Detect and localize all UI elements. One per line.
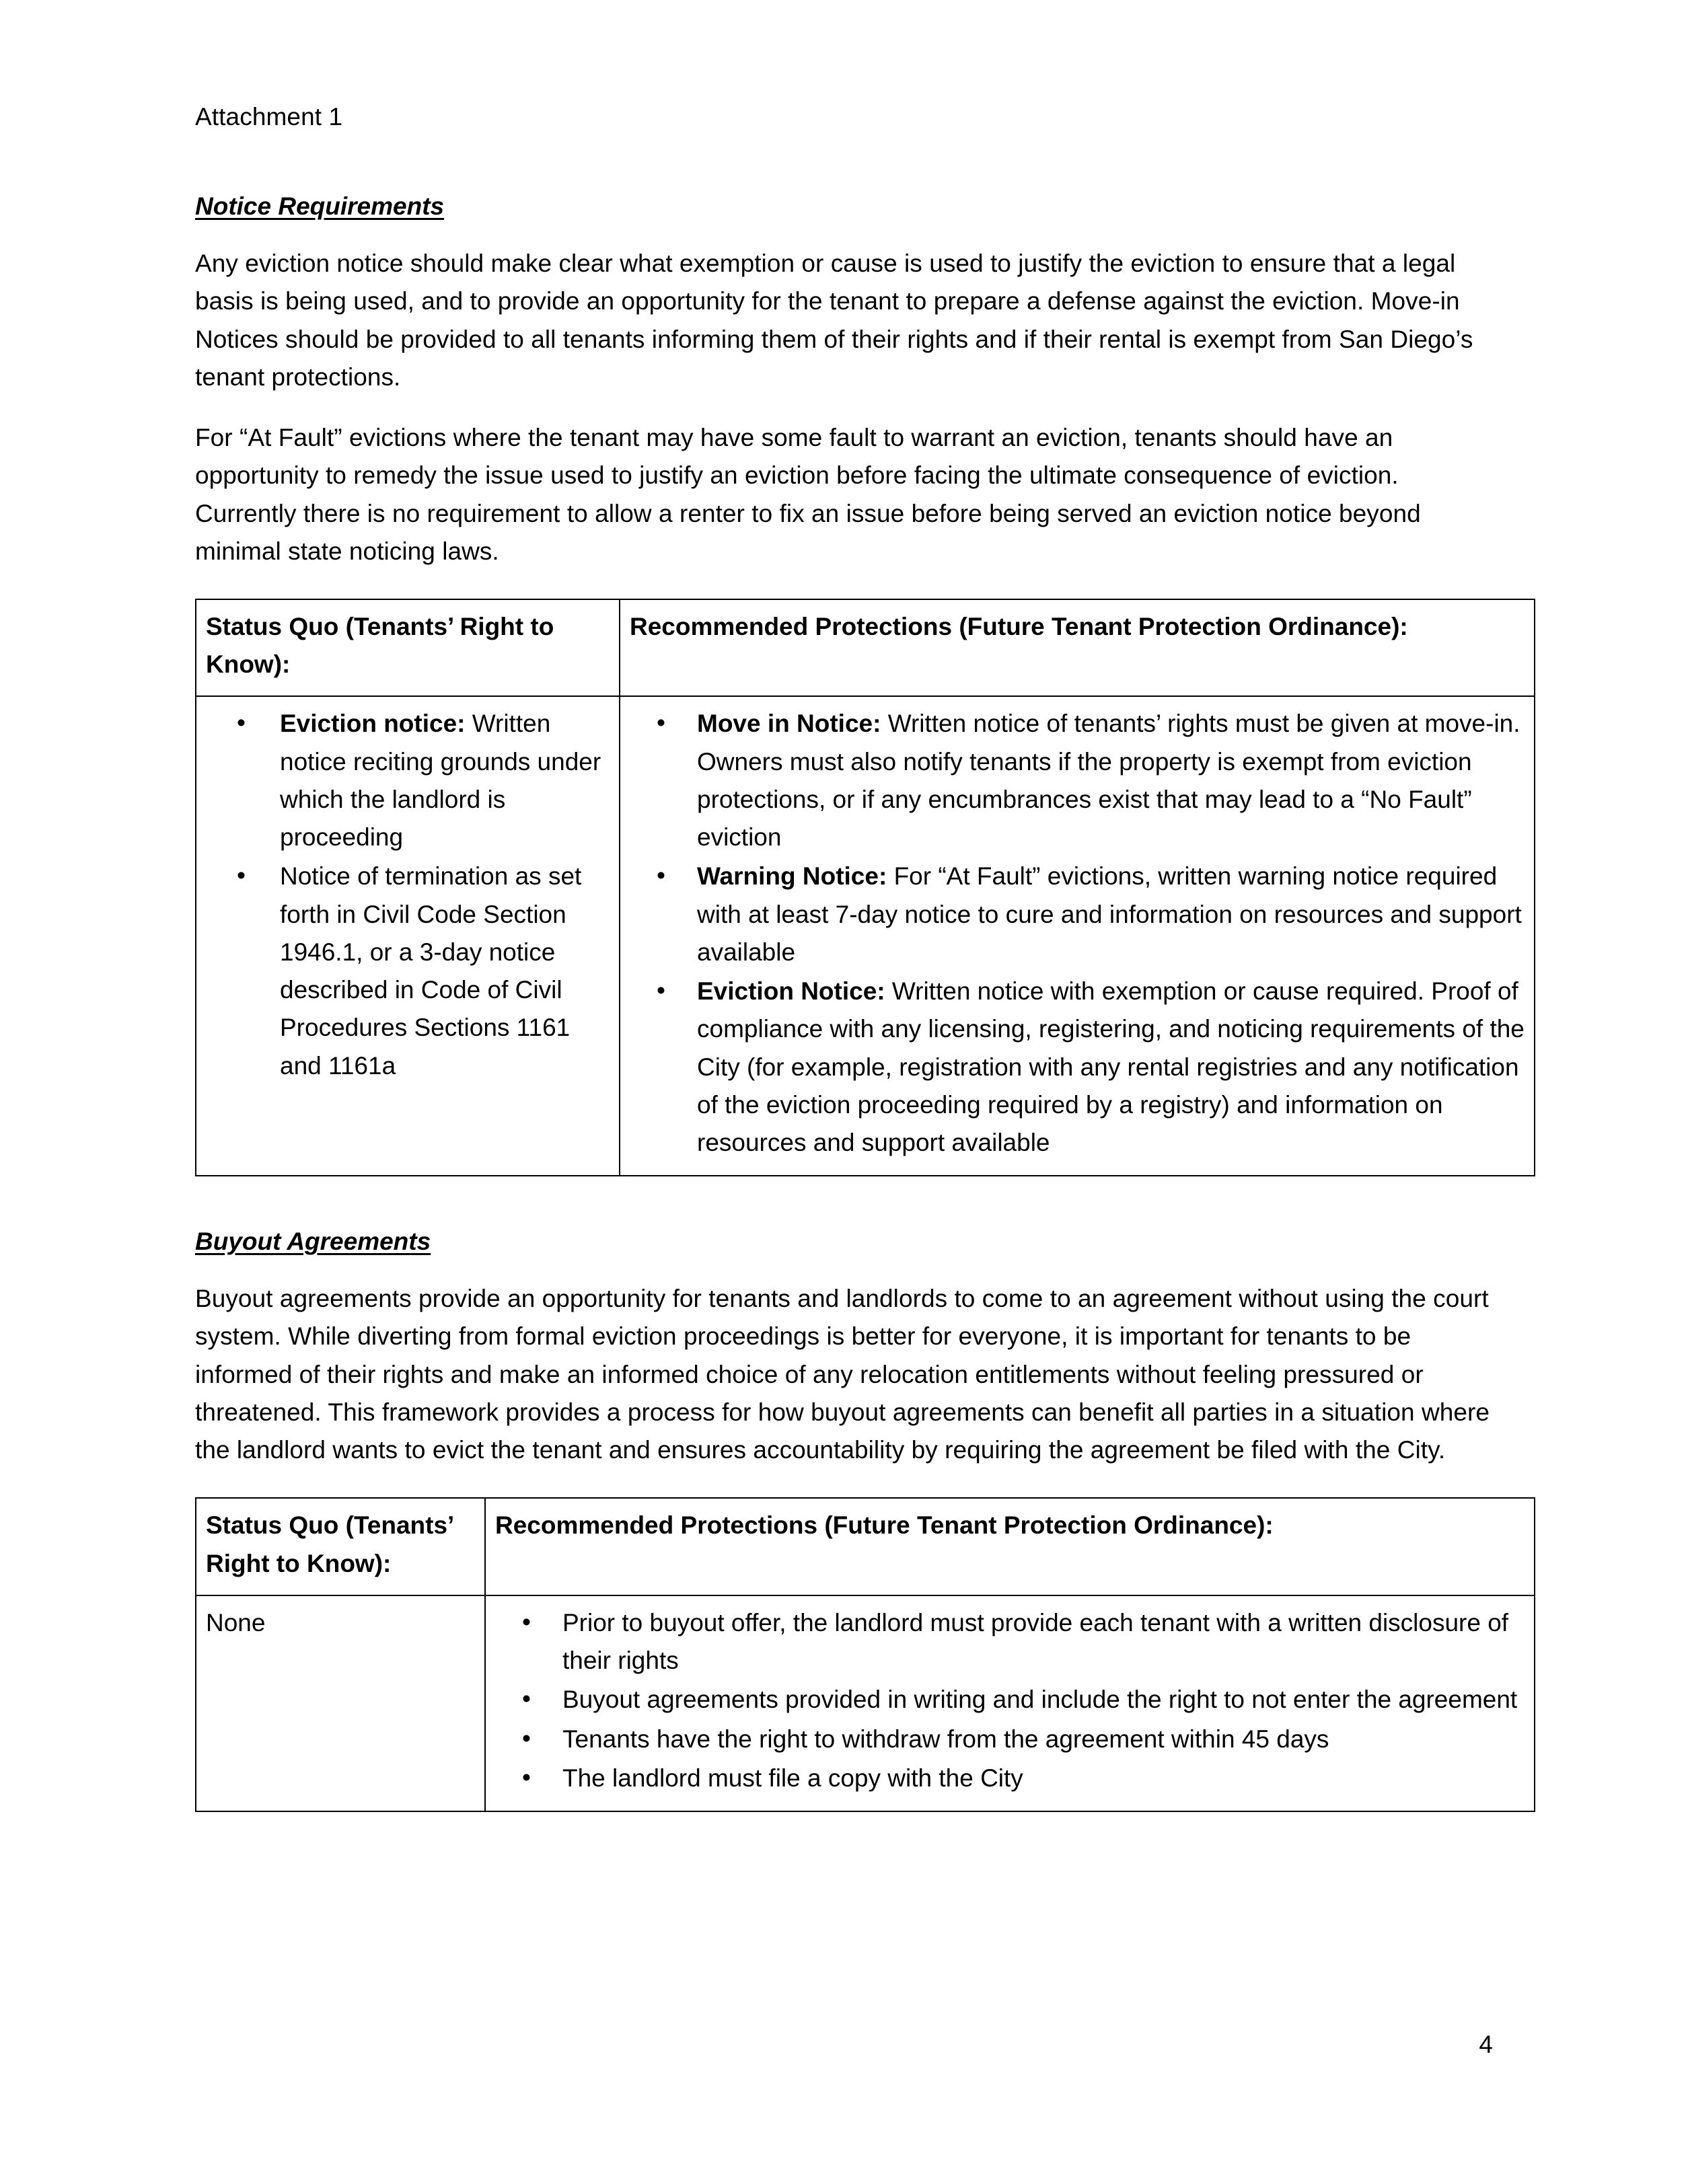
- table-row: [196, 1595, 1535, 1811]
- list-item-text: Notice of termination as set forth in Civil Code Section 1946.1, or a 3-day notice described in Code of Civil Procedures Sections 1161 and 1161a: [280, 862, 582, 1080]
- list-item: [495, 1760, 1525, 1797]
- list-item: [630, 705, 1525, 856]
- list-item-text: Written notice with exemption or cause required. Proof of compliance with any licensing, registering, and noticing requirements of the City (for example, registration with any rental registries and any notification of the eviction proceeding required by a registry) and information on resources and support available: [697, 977, 1525, 1157]
- paragraph-buyout-1: Buyout agreements provide an opportunity for tenants and landlords to come to an agreement without using the court system. While diverting from formal eviction proceedings is better for everyone, it is important for tenants to be informed of their rights and make an informed choice of any relocation entitlements without feeling pressured or threatened. This framework provides a process for how buyout agreements can benefit all parties in a situation where the landlord wants to evict the tenant and ensures accountability by requiring the agreement be filed with the City.: [195, 1285, 1490, 1464]
- table-notice-cell-status-quo: [196, 696, 620, 1176]
- list-item: [495, 1604, 1525, 1680]
- list-item: [630, 973, 1525, 1162]
- list-item: [495, 1681, 1525, 1719]
- table-buyout-cell-recommended: [485, 1595, 1535, 1811]
- table-row-header: [196, 599, 1535, 696]
- list-item-text: Prior to buyout offer, the landlord must provide each tenant with a written disclosure of their rights: [562, 1608, 1509, 1675]
- list-item: [630, 858, 1525, 971]
- list-item: [206, 858, 610, 1084]
- list-item-label: Warning Notice:: [697, 862, 887, 891]
- table-notice-header-col2: Recommended Protections (Future Tenant Protection Ordinance):: [620, 599, 1535, 696]
- section-notice-requirements: [195, 192, 1493, 221]
- paragraph-notice-2: For “At Fault” evictions where the tenant may have some fault to warrant an eviction, tenants should have an opportunity to remedy the issue used to justify an eviction before facing the ultimate consequence of eviction. Currently there is no requirement to allow a renter to fix an issue before being served an eviction notice beyond minimal state noticing laws.: [195, 424, 1421, 565]
- section-spacer: [195, 1176, 1493, 1228]
- table-notice-requirements: [195, 599, 1535, 1176]
- table-buyout-cell-status-quo: None: [196, 1595, 485, 1811]
- section-heading-notice-requirements: Notice Requirements: [195, 192, 445, 221]
- section-heading-buyout-agreements: Buyout Agreements: [195, 1228, 431, 1256]
- list-item-text: Written notice reciting grounds under which the landlord is proceeding: [280, 710, 601, 852]
- list-item-label: Eviction notice:: [280, 710, 466, 738]
- list-item-text: Tenants have the right to withdraw from the agreement within 45 days: [562, 1725, 1329, 1753]
- list-item-label: Move in Notice:: [697, 710, 881, 738]
- attachment-label: Attachment 1: [195, 103, 343, 130]
- table-buyout-header-col1: Status Quo (Tenants’ Right to Know):: [196, 1498, 485, 1595]
- list-item-label: Eviction Notice:: [697, 977, 885, 1006]
- list-item-text: For “At Fault” evictions, written warning notice required with at least 7-day notice to cure and information on resources and support available: [697, 862, 1522, 966]
- table-row: [196, 696, 1535, 1176]
- table-notice-header-col1: Status Quo (Tenants’ Right to Know):: [196, 599, 620, 696]
- buyout-bullet-list: [495, 1604, 1525, 1797]
- list-item-text: Buyout agreements provided in writing and include the right to not enter the agreement: [562, 1686, 1518, 1714]
- list-item: [206, 705, 610, 856]
- paragraph-notice-1: Any eviction notice should make clear what exemption or cause is used to justify the eviction to ensure that a legal basis is being used, and to provide an opportunity for the tenant to prepare a defense against the eviction. Move-in Notices should be provided to all tenants informing them of their rights and if their rental is exempt from San Diego’s tenant protections.: [195, 250, 1473, 391]
- section-buyout-agreements: [195, 1228, 1493, 1256]
- table-buyout-agreements: [195, 1497, 1535, 1812]
- list-item-text: Written notice of tenants’ rights must be given at move-in. Owners must also notify tenants if the property is exempt from eviction protections, or if any encumbrances exist that may lead to a “No Fault” eviction: [697, 710, 1520, 852]
- list-item-text: The landlord must file a copy with the City: [562, 1764, 1023, 1792]
- table-notice-cell-recommended: [620, 696, 1535, 1176]
- table-row-header: [196, 1498, 1535, 1595]
- table-buyout-header-col2: Recommended Protections (Future Tenant Protection Ordinance):: [485, 1498, 1535, 1595]
- list-item: [495, 1721, 1525, 1758]
- page-number: 4: [1479, 2031, 1493, 2058]
- recommended-bullet-list: [630, 705, 1525, 1162]
- status-quo-bullet-list: [206, 705, 610, 1084]
